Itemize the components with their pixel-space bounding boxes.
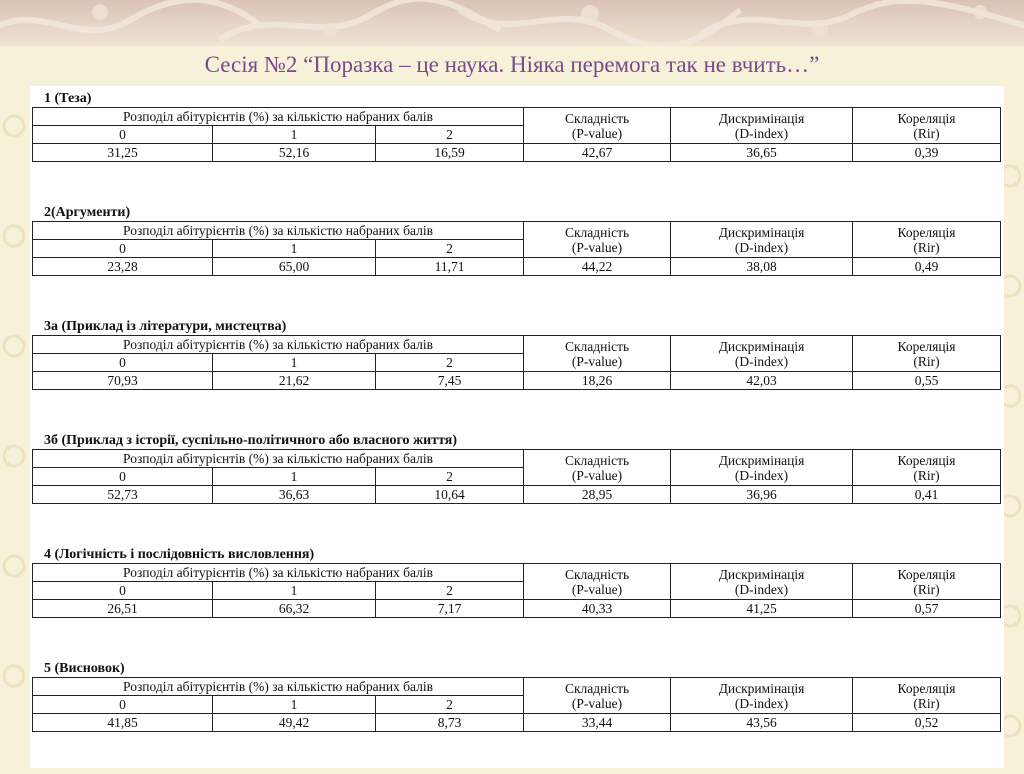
score-0-header: 0 [33,468,213,486]
section-title: 5 (Висновок) [44,661,125,676]
correlation-value: 0,41 [853,486,1001,504]
item-section [32,660,1002,774]
correlation-header: Кореляція (Rir) [853,450,1001,486]
score-2-value: 8,73 [376,714,524,732]
score-1-value: 36,63 [213,486,376,504]
table-row [33,600,1001,618]
discrimination-header: Дискримінація (D-index) [671,564,853,600]
score-1-value: 65,00 [213,258,376,276]
section-title: 4 (Логічність і послідовність висловлення) [44,547,315,562]
difficulty-value: 40,33 [524,600,671,618]
item-section [32,90,1002,204]
stats-table [32,449,1001,504]
score-1-value: 49,42 [213,714,376,732]
discrimination-header: Дискримінація (D-index) [671,222,853,258]
discrimination-header: Дискримінація (D-index) [671,336,853,372]
discrimination-value: 43,56 [671,714,853,732]
item-section [32,432,1002,546]
score-2-value: 10,64 [376,486,524,504]
score-2-value: 11,71 [376,258,524,276]
distribution-header: Розподіл абітурієнтів (%) за кількістю набраних балів [33,336,524,354]
score-1-value: 66,32 [213,600,376,618]
discrimination-header: Дискримінація (D-index) [671,108,853,144]
swirl-ornament-icon [0,0,1024,46]
item-section [32,546,1002,660]
stats-table [32,677,1001,732]
section-title: 1 (Теза) [44,91,92,106]
score-0-value: 26,51 [33,600,213,618]
difficulty-value: 42,67 [524,144,671,162]
score-0-value: 52,73 [33,486,213,504]
score-1-header: 1 [213,696,376,714]
distribution-header: Розподіл абітурієнтів (%) за кількістю набраних балів [33,450,524,468]
discrimination-value: 38,08 [671,258,853,276]
distribution-header: Розподіл абітурієнтів (%) за кількістю набраних балів [33,678,524,696]
correlation-header: Кореляція (Rir) [853,678,1001,714]
score-0-value: 23,28 [33,258,213,276]
score-2-value: 16,59 [376,144,524,162]
score-1-header: 1 [213,240,376,258]
score-1-header: 1 [213,468,376,486]
discrimination-header: Дискримінація (D-index) [671,678,853,714]
correlation-header: Кореляція (Rir) [853,564,1001,600]
left-ornament [0,86,30,768]
difficulty-header: Складність (P-value) [524,336,671,372]
score-0-header: 0 [33,240,213,258]
score-0-header: 0 [33,582,213,600]
score-1-header: 1 [213,582,376,600]
difficulty-header: Складність (P-value) [524,450,671,486]
difficulty-value: 33,44 [524,714,671,732]
difficulty-header: Складність (P-value) [524,564,671,600]
statistics-document [30,86,1004,768]
stats-table [32,563,1001,618]
correlation-header: Кореляція (Rir) [853,108,1001,144]
table-row [33,144,1001,162]
difficulty-header: Складність (P-value) [524,108,671,144]
table-row [33,258,1001,276]
distribution-header: Розподіл абітурієнтів (%) за кількістю набраних балів [33,222,524,240]
slide-title: Сесія №2 “Поразка – це наука. Ніяка перемога так не вчить…” [204,52,820,77]
stats-table [32,221,1001,276]
difficulty-value: 28,95 [524,486,671,504]
table-row [33,372,1001,390]
stats-table [32,107,1001,162]
discrimination-header: Дискримінація (D-index) [671,450,853,486]
score-2-value: 7,45 [376,372,524,390]
correlation-value: 0,55 [853,372,1001,390]
score-2-header: 2 [376,468,524,486]
discrimination-value: 36,65 [671,144,853,162]
difficulty-header: Складність (P-value) [524,222,671,258]
score-2-header: 2 [376,582,524,600]
section-title: 2(Аргументи) [44,205,131,220]
score-2-header: 2 [376,696,524,714]
swirl-ornament-icon [0,86,30,768]
score-2-value: 7,17 [376,600,524,618]
score-0-header: 0 [33,354,213,372]
score-1-value: 52,16 [213,144,376,162]
section-title: 3а (Приклад із літератури, мистецтва) [44,319,287,334]
correlation-header: Кореляція (Rir) [853,222,1001,258]
section-title: 3б (Приклад з історії, суспільно-політичного або власного життя) [44,433,458,448]
stats-table [32,335,1001,390]
correlation-value: 0,39 [853,144,1001,162]
score-1-value: 21,62 [213,372,376,390]
discrimination-value: 42,03 [671,372,853,390]
score-1-header: 1 [213,126,376,144]
score-1-header: 1 [213,354,376,372]
correlation-value: 0,49 [853,258,1001,276]
correlation-value: 0,52 [853,714,1001,732]
discrimination-value: 41,25 [671,600,853,618]
table-row [33,486,1001,504]
score-2-header: 2 [376,126,524,144]
difficulty-value: 44,22 [524,258,671,276]
correlation-header: Кореляція (Rir) [853,336,1001,372]
distribution-header: Розподіл абітурієнтів (%) за кількістю набраних балів [33,108,524,126]
score-0-value: 41,85 [33,714,213,732]
score-2-header: 2 [376,354,524,372]
score-2-header: 2 [376,240,524,258]
correlation-value: 0,57 [853,600,1001,618]
score-0-header: 0 [33,126,213,144]
score-0-value: 70,93 [33,372,213,390]
score-0-header: 0 [33,696,213,714]
distribution-header: Розподіл абітурієнтів (%) за кількістю набраних балів [33,564,524,582]
item-section [32,318,1002,432]
table-row [33,714,1001,732]
difficulty-value: 18,26 [524,372,671,390]
score-0-value: 31,25 [33,144,213,162]
difficulty-header: Складність (P-value) [524,678,671,714]
discrimination-value: 36,96 [671,486,853,504]
decorative-banner [0,0,1024,46]
item-section [32,204,1002,318]
